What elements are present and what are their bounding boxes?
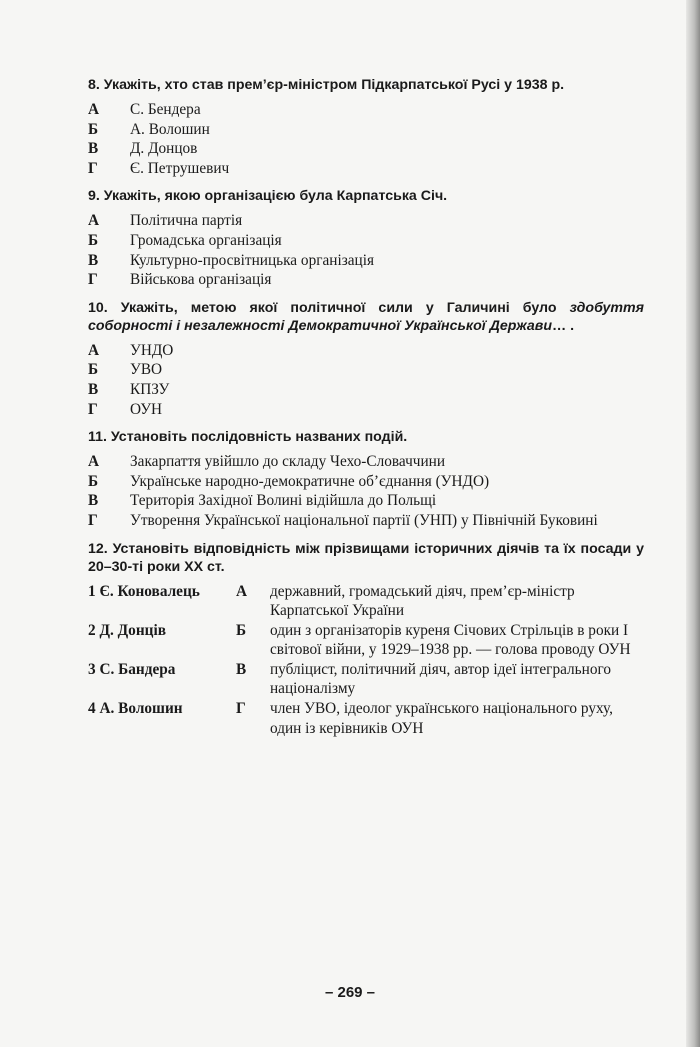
option-h — [88, 400, 644, 420]
match-letter: Б — [236, 621, 247, 639]
option-letter: В — [88, 380, 99, 398]
option-letter: В — [88, 251, 99, 269]
option-v — [88, 139, 644, 159]
match-letter: Г — [236, 700, 246, 718]
question-10-title-italic: здобуття соборності і незалежності Демократичної Української Держави — [88, 299, 644, 334]
option-a — [88, 211, 644, 231]
option-h — [88, 270, 644, 290]
option-letter: Б — [88, 361, 99, 379]
page-edge-shadow — [686, 0, 700, 1047]
option-text: Д. Донцов — [130, 140, 198, 158]
questions-content — [88, 76, 644, 747]
match-description: член УВО, ідеолог українського національного руху, один із керівників ОУН — [270, 700, 613, 737]
option-text: Військова організація — [130, 271, 272, 289]
match-person: 3 С. Бандера — [88, 660, 176, 678]
match-person: 4 А. Волошин — [88, 700, 183, 718]
match-letter: В — [236, 660, 247, 678]
match-letter: А — [236, 582, 248, 600]
option-letter: Б — [88, 231, 99, 249]
option-text: Закарпаття увійшло до складу Чехо-Словаччини — [130, 453, 446, 471]
option-letter: Б — [88, 472, 99, 490]
question-10-title-plain: 10. Укажіть, метою якої політичної сили у Галичині було — [88, 299, 570, 316]
question-10-title-end: … . — [552, 317, 575, 334]
option-text: С. Бендера — [130, 101, 201, 118]
question-11-title: 11. Установіть послідовність названих подій. — [88, 429, 408, 446]
option-letter: В — [88, 140, 99, 158]
option-a — [88, 452, 644, 472]
question-12-title: 12. Установіть відповідність між прізвищами історичних діячів та їх посади у 20–30-ті роки XX ст. — [88, 540, 644, 575]
question-8 — [88, 76, 644, 178]
option-text: ОУН — [130, 400, 163, 418]
match-description: державний, громадський діяч, прем’єр-міністр Карпатської України — [270, 582, 575, 620]
question-10-title — [88, 299, 644, 335]
option-text: Культурно-просвітницька організація — [130, 251, 375, 269]
option-letter: Г — [88, 271, 98, 289]
question-9-title: 9. Укажіть, якою організацією була Карпатська Січ. — [88, 188, 448, 205]
match-person: 1 Є. Коновалець — [88, 582, 200, 600]
option-b — [88, 231, 644, 251]
match-description: публіцист, політичний діяч, автор ідеї інтегрального націоналізму — [270, 660, 612, 698]
question-10 — [88, 299, 644, 419]
match-row-2 — [88, 621, 644, 660]
option-letter: Г — [88, 400, 98, 418]
option-text: Політична партія — [130, 212, 243, 230]
option-text: УНДО — [130, 341, 174, 359]
question-12 — [88, 540, 644, 739]
option-letter: А — [88, 453, 100, 471]
option-letter: Б — [88, 120, 99, 138]
option-b — [88, 360, 644, 380]
option-v — [88, 251, 644, 271]
option-letter: А — [88, 341, 100, 359]
option-text: Українське народно-демократичне об’єднання (УНДО) — [130, 472, 490, 490]
option-text: КПЗУ — [130, 380, 170, 398]
question-8-title: 8. Укажіть, хто став прем’єр-міністром Підкарпатської Русі у 1938 р. — [88, 77, 565, 93]
option-letter: Г — [88, 511, 98, 529]
option-h — [88, 159, 644, 179]
option-letter: А — [88, 212, 100, 230]
option-b — [88, 120, 644, 140]
option-text: УВО — [130, 361, 163, 379]
option-a — [88, 100, 644, 120]
option-a — [88, 341, 644, 361]
match-description: один з організаторів куреня Січових Стрільців в роки І світової війни, у 1929–1938 рр. — голова проводу ОУН — [270, 621, 631, 659]
option-text: Є. Петрушевич — [130, 159, 230, 177]
option-text: А. Волошин — [130, 120, 210, 138]
match-row-4 — [88, 699, 644, 738]
option-text: Територія Західної Волині відійшла до Польщі — [130, 492, 437, 510]
match-row-3 — [88, 660, 644, 699]
option-letter: А — [88, 101, 100, 118]
option-letter: Г — [88, 159, 98, 177]
option-v — [88, 380, 644, 400]
option-text: Утворення Української національної партії (УНП) у Північній Буковині — [130, 511, 598, 529]
question-9 — [88, 187, 644, 289]
question-11 — [88, 428, 644, 530]
option-text: Громадська організація — [130, 231, 282, 249]
page-number: – 269 – — [324, 984, 376, 1001]
option-letter: В — [88, 492, 99, 510]
match-person: 2 Д. Донців — [88, 621, 166, 639]
option-b — [88, 472, 644, 492]
option-h — [88, 511, 644, 531]
option-v — [88, 491, 644, 511]
match-row-1 — [88, 582, 644, 621]
